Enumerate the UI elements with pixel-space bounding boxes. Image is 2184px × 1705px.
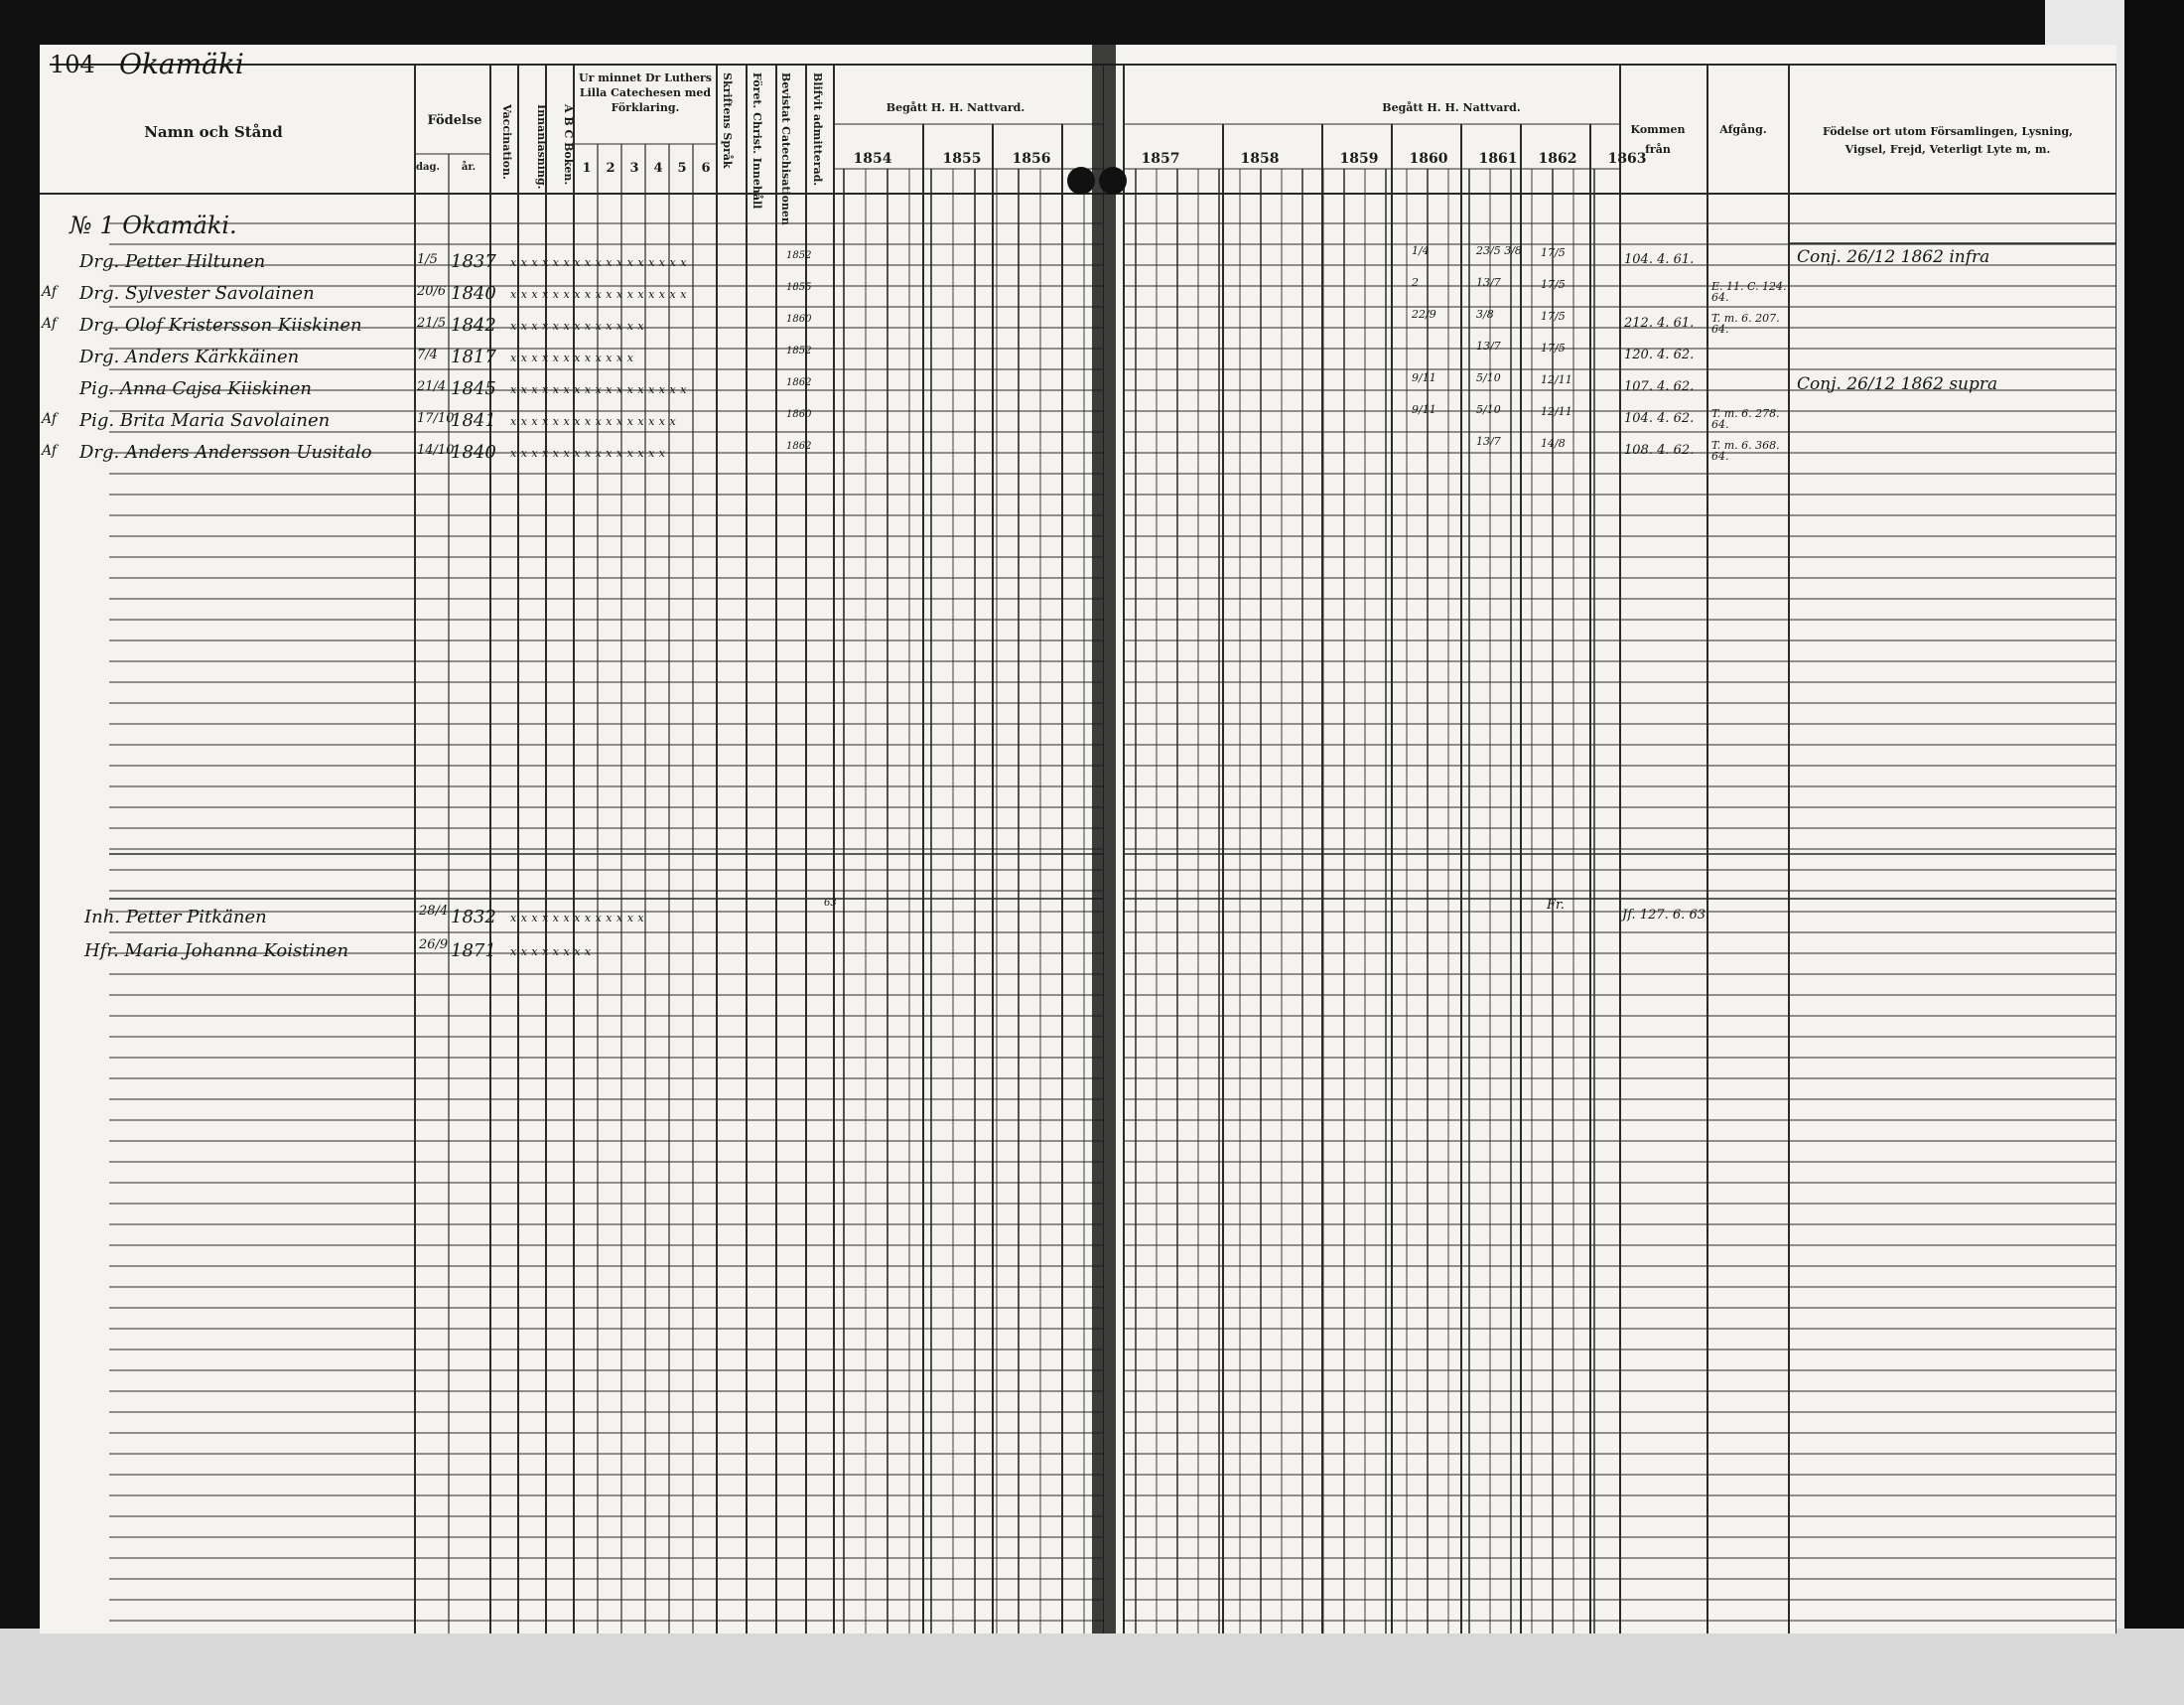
year-1855: 1855: [942, 151, 982, 167]
row-marks: x x x x x x x x x x x x: [510, 352, 634, 364]
row-communion-a: 22/9: [1412, 308, 1436, 321]
row-admitted: 1860: [786, 314, 812, 325]
row-notes: Conj. 26/12 1862 infra: [1797, 247, 1990, 267]
row-afgang: E. 11. C. 124. 64.: [1711, 280, 1787, 304]
header-vaccination: Vaccination.: [500, 104, 513, 180]
header-notes-1: Födelse ort utom Församlingen, Lysning,: [1823, 125, 2073, 138]
header-name: Namn och Stånd: [144, 123, 283, 141]
year-1856: 1856: [1012, 151, 1051, 167]
row-communion-b: 13/7: [1476, 435, 1501, 448]
header-christ: Föret. Christ. Innehåll: [751, 72, 763, 210]
header-luther-1: Ur minnet Dr Luthers: [579, 71, 712, 84]
row-communion-c: 17/5: [1541, 246, 1566, 259]
row-communion-c: 17/5: [1541, 310, 1566, 323]
row-birth-day: 21/5: [417, 316, 447, 331]
row-kommen: 108. 4. 62.: [1624, 443, 1695, 458]
luther-col-2: 2: [606, 161, 615, 176]
row-communion-a: 1/4: [1412, 244, 1430, 257]
row-admitted: 1855: [786, 282, 812, 293]
lower-row-admitted: 63: [824, 898, 837, 909]
household-title: № 1 Okamäki.: [69, 212, 237, 239]
row-communion-c: 12/11: [1541, 405, 1572, 418]
row-communion-b: 23/5 3/8: [1476, 244, 1522, 257]
row-admitted: 1852: [786, 250, 812, 261]
row-marks: x x x x x x x x x x x x x x x: [510, 447, 666, 460]
row-admitted: 1852: [786, 346, 812, 356]
lower-row-birth-year: 1871: [451, 940, 496, 961]
row-marks: x x x x x x x x x x x x x: [510, 320, 645, 333]
row-birth-day: 1/5: [417, 252, 438, 267]
row-communion-b: 13/7: [1476, 276, 1501, 289]
header-communion-right: Begått H. H. Nattvard.: [1382, 101, 1521, 114]
row-communion-c: 12/11: [1541, 373, 1572, 386]
row-kommen: 212. 4. 61.: [1624, 316, 1695, 331]
header-birth: Födelse: [427, 113, 482, 128]
row-birth-year: 1840: [451, 283, 496, 304]
header-fran: från: [1645, 143, 1671, 156]
row-margin-note: Af: [42, 411, 58, 427]
row-name: Drg. Olof Kristersson Kiiskinen: [79, 315, 362, 336]
row-admitted: 1860: [786, 409, 812, 420]
row-name: Pig. Anna Cajsa Kiiskinen: [79, 378, 312, 399]
year-1863: 1863: [1607, 151, 1647, 167]
village-name: Okamäki: [119, 48, 244, 80]
lower-row-name: Hfr. Maria Johanna Koistinen: [84, 940, 349, 961]
row-marks: x x x x x x x x x x x x x x x x: [510, 415, 677, 428]
header-admitted: Blifvit admitterad.: [811, 72, 824, 187]
lower-row-birth-day: 26/9: [419, 937, 449, 952]
row-communion-b: 13/7: [1476, 340, 1501, 353]
row-birth-year: 1837: [451, 251, 496, 272]
row-name: Drg. Petter Hiltunen: [79, 251, 266, 272]
header-communion-left: Begått H. H. Nattvard.: [886, 101, 1025, 114]
header-bevistat: Bevistat Catechisationen: [779, 72, 792, 225]
row-kommen: 107. 4. 62.: [1624, 379, 1695, 394]
page-number: 104: [50, 51, 95, 78]
row-birth-day: 14/10: [417, 443, 455, 458]
row-name: Drg. Anders Kärkkäinen: [79, 347, 300, 367]
year-1859: 1859: [1339, 151, 1379, 167]
lower-row-kommen: Jf. 127. 6. 63.: [1622, 908, 1710, 923]
row-communion-a: 9/11: [1412, 403, 1436, 416]
row-margin-note: Af: [42, 443, 58, 459]
lower-row-name: Inh. Petter Pitkänen: [84, 907, 267, 927]
row-birth-year: 1842: [451, 315, 496, 336]
lower-row-fr: Fr.: [1547, 898, 1565, 913]
year-1862: 1862: [1538, 151, 1577, 167]
header-birth-day: dag.: [416, 162, 440, 173]
lower-row-birth-year: 1832: [451, 907, 496, 927]
row-communion-b: 3/8: [1476, 308, 1494, 321]
year-1860: 1860: [1409, 151, 1448, 167]
right-register-page: [1104, 45, 2116, 1634]
row-marks: x x x x x x x x x x x x x x x x x: [510, 288, 687, 301]
header-birth-year: år.: [461, 162, 477, 173]
header-skriften: Skriftens Språk: [721, 72, 734, 169]
row-birth-year: 1817: [451, 347, 496, 367]
row-communion-c: 17/5: [1541, 278, 1566, 291]
row-marks: x x x x x x x x x x x x x x x x x: [510, 383, 687, 396]
row-kommen: 104. 4. 62.: [1624, 411, 1695, 426]
row-communion-c: 14/8: [1541, 437, 1566, 450]
row-communion-a: 2: [1412, 276, 1419, 289]
luther-col-6: 6: [701, 161, 711, 176]
row-birth-year: 1845: [451, 378, 496, 399]
row-birth-year: 1841: [451, 410, 496, 431]
row-margin-note: Af: [42, 284, 58, 300]
row-communion-a: 9/11: [1412, 371, 1436, 384]
row-communion-c: 17/5: [1541, 342, 1566, 355]
right-ruling: [1104, 45, 2116, 1634]
row-name: Pig. Brita Maria Savolainen: [79, 410, 331, 431]
row-communion-b: 5/10: [1476, 371, 1501, 384]
luther-col-4: 4: [653, 161, 663, 176]
lower-row-marks: x x x x x x x x x x x x x: [510, 912, 645, 924]
header-luther-2: Lilla Catechesen med: [579, 86, 712, 99]
year-1861: 1861: [1478, 151, 1518, 167]
header-abc-book: A B C Boken.: [562, 104, 575, 186]
header-notes-2: Vigsel, Frejd, Veterligt Lyte m, m.: [1844, 143, 2051, 156]
row-admitted: 1862: [786, 441, 812, 452]
row-name: Drg. Sylvester Savolainen: [79, 283, 315, 304]
left-register-page: [40, 45, 1104, 1634]
row-afgang: T. m. 6. 278. 64.: [1711, 407, 1780, 431]
row-afgang: T. m. 6. 368. 64.: [1711, 439, 1780, 463]
row-kommen: 120. 4. 62.: [1624, 348, 1695, 362]
lower-row-birth-day: 28/4: [419, 904, 449, 919]
row-margin-note: Af: [42, 316, 58, 332]
luther-col-3: 3: [629, 161, 639, 176]
row-admitted: 1862: [786, 377, 812, 388]
row-notes: Conj. 26/12 1862 supra: [1797, 374, 1998, 394]
row-birth-day: 20/6: [417, 284, 447, 299]
year-1858: 1858: [1240, 151, 1280, 167]
row-marks: x x x x x x x x x x x x x x x x x: [510, 256, 687, 269]
row-birth-day: 7/4: [417, 348, 438, 362]
header-kommen: Kommen: [1630, 123, 1686, 136]
row-afgang: T. m. 6. 207. 64.: [1711, 312, 1780, 336]
year-1854: 1854: [853, 151, 892, 167]
row-birth-year: 1840: [451, 442, 496, 463]
row-birth-day: 17/10: [417, 411, 455, 426]
header-reading: Innanläsning.: [535, 104, 548, 190]
row-birth-day: 21/4: [417, 379, 447, 394]
header-luther-3: Förklaring.: [611, 101, 680, 114]
row-kommen: 104. 4. 61.: [1624, 252, 1695, 267]
row-name: Drg. Anders Andersson Uusitalo: [79, 442, 372, 463]
header-afgang: Afgång.: [1719, 123, 1767, 136]
year-1857: 1857: [1141, 151, 1180, 167]
luther-col-1: 1: [582, 161, 592, 176]
lower-row-marks: x x x x x x x x: [510, 945, 592, 958]
row-communion-b: 5/10: [1476, 403, 1501, 416]
luther-col-5: 5: [677, 161, 687, 176]
